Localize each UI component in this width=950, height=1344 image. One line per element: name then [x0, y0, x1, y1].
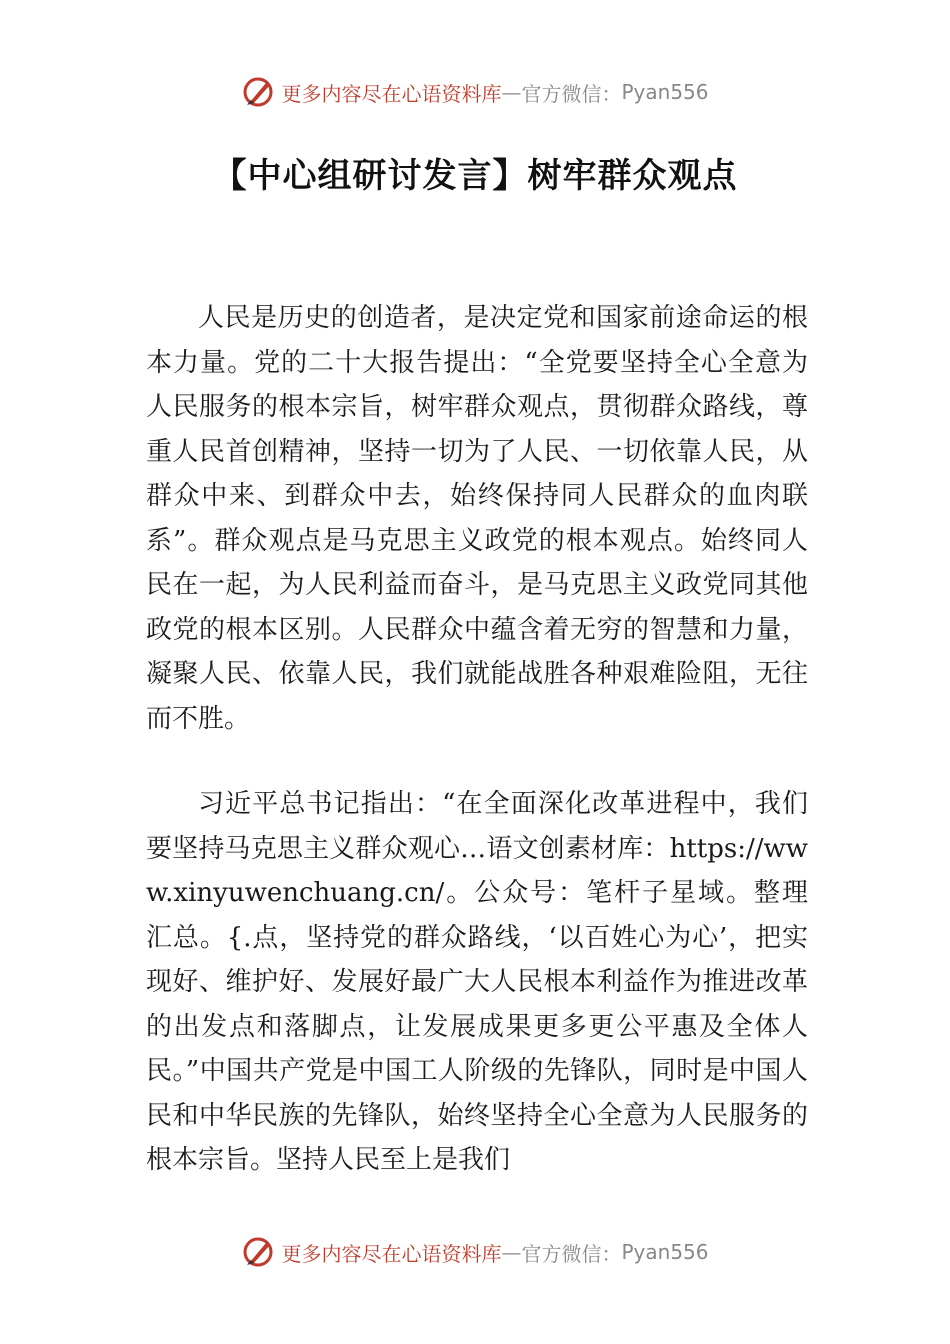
document-title: 【中心组研讨发言】树牢群众观点 [212, 156, 738, 196]
footer-banner [0, 1232, 950, 1272]
paragraph-2: 习近平总书记指出：“在全面深化改革进程中，我们要坚持马克思主义群众观心…语文创素材库：https://www.xinyuwenchuang.cn/。公众号：笔杆子星域。整理汇总。{.点，坚持党的群众路线，‘以百姓心为心’，把实现好、维护好、发展好最广大人民根本利益作为推进改革的出发点和落脚点，让发展成果更多更公平惠及全体人民。”中国共产党是中国工人阶级的先锋队，同时是中国人民和中华民族的先锋队，始终坚持全心全意为人民服务的根本宗旨。坚持人民至上是我们 [146, 789, 808, 1175]
footer-separator: — [501, 1240, 522, 1264]
footer-promo-text: 更多内容尽在心语资料库 [281, 1241, 502, 1266]
footer-wechat-id: Pyan556 [621, 1240, 709, 1264]
header-wechat-label: 官方微信： [521, 81, 622, 106]
header-banner [0, 72, 950, 112]
header-separator: — [501, 80, 522, 104]
pen-logo-icon [241, 75, 275, 109]
footer-wechat-label: 官方微信： [521, 1241, 622, 1266]
header-wechat-id: Pyan556 [621, 80, 709, 104]
paragraph-1: 人民是历史的创造者，是决定党和国家前途命运的根本力量。党的二十大报告提出：“全党要坚持全心全意为人民服务的根本宗旨，树牢群众观点，贯彻群众路线，尊重人民首创精神，坚持一切为了人民、一切依靠人民，从群众中来、到群众中去，始终保持同人民群众的血肉联系”。群众观点是马克思主义政党的根本观点。始终同人民在一起，为人民利益而奋斗，是马克思主义政党同其他政党的根本区别。人民群众中蕴含着无穷的智慧和力量，凝聚人民、依靠人民，我们就能战胜各种艰难险阻，无往而不胜。 [146, 303, 808, 734]
header-promo-text: 更多内容尽在心语资料库 [281, 81, 502, 106]
pen-logo-icon [241, 1235, 275, 1269]
